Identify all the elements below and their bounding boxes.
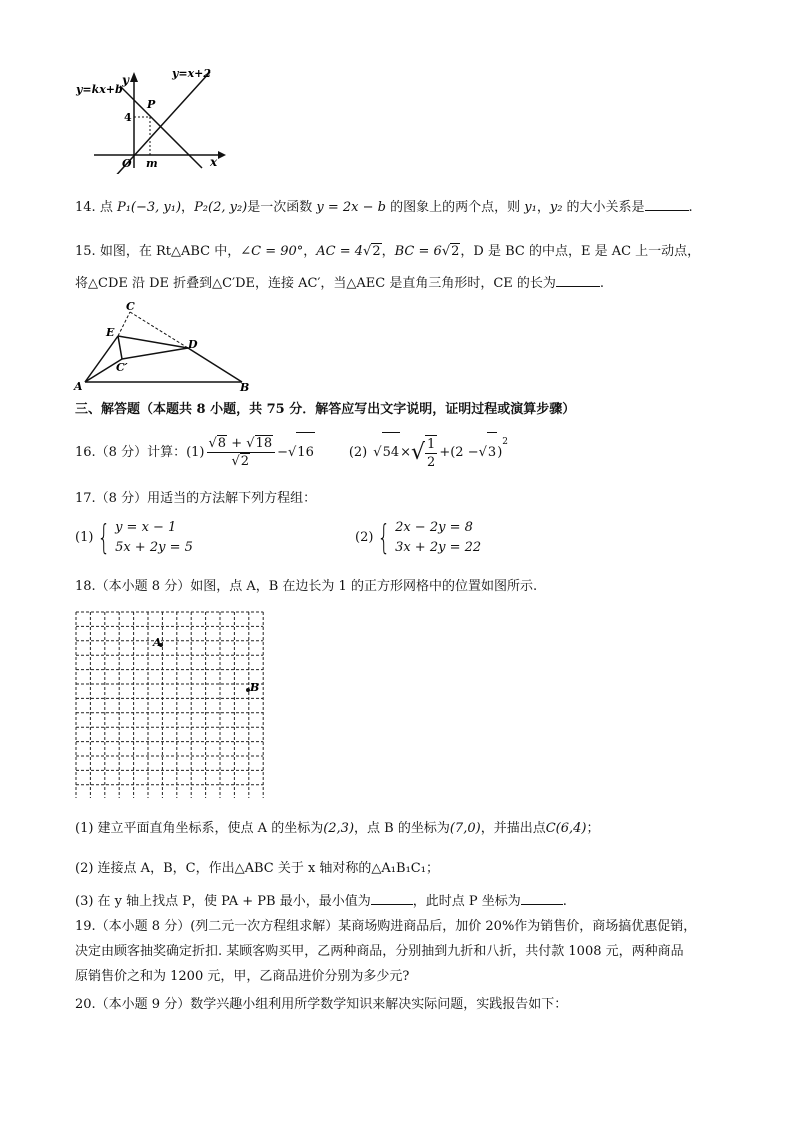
label-c-prime: C′ <box>116 361 128 374</box>
label-grid-b: B <box>250 681 260 694</box>
y-axis-arrow <box>130 72 138 82</box>
question-18-title: 18.（本小题 8 分）如图，点 A，B 在边长为 1 的正方形网格中的位置如图所示. <box>75 579 538 594</box>
label-o: O <box>122 157 132 170</box>
label-c: C <box>126 300 135 313</box>
side-ae <box>85 336 118 382</box>
label-d: D <box>188 338 198 351</box>
question-14: 14. 点 P₁(−3, y₁)，P₂(2, y₂)是一次函数 y = 2x − b 的图象上的两个点，则 y₁，y₂ 的大小关系是 . <box>75 200 693 215</box>
question-18-part2: (2) 连接点 A，B，C，作出△ABC 关于 x 轴对称的△A₁B₁C₁； <box>75 861 439 876</box>
section-3-heading: 三、解答题（本题共 8 小题，共 75 分．解答应写出文字说明，证明过程或演算步骤） <box>75 402 576 417</box>
grid-lines <box>76 612 263 798</box>
answer-blank[interactable] <box>371 892 413 905</box>
label-line-kx-b: y=kx+b <box>76 83 123 96</box>
answer-blank[interactable] <box>645 198 689 211</box>
label-b: B <box>240 381 250 394</box>
dashed-ec <box>118 312 130 336</box>
label-m: m <box>146 157 158 170</box>
question-15-line-2: 将△CDE 沿 DE 折叠到△C′DE，连接 AC′，当△AEC 是直角三角形时，CE 的长为 . <box>75 276 605 291</box>
square-grid <box>74 610 294 798</box>
label-e: E <box>106 326 115 339</box>
label-y: y <box>122 73 129 87</box>
question-19-line-2: 决定由顾客抽奖确定折扣. 某顾客购买甲，乙两种商品，分别抽到九折和八折，共付款 1008 元，两种商品 <box>75 944 684 959</box>
label-x: x <box>210 155 218 169</box>
segment-ec-prime <box>118 336 122 359</box>
question-18-part1: (1) 建立平面直角坐标系，使点 A 的坐标为(2,3)，点 B 的坐标为(7,0)，并描出点C(6,4)； <box>75 821 600 836</box>
fraction-part1: $\frac{√8 + √18}{√2}$ <box>207 435 276 470</box>
figure-q13-graph <box>72 64 232 174</box>
question-15-line-1: 15. 如图，在 Rt△ABC 中，∠C = 90°，AC = 4√2，BC = 6√2，D 是 BC 的中点，E 是 AC 上一动点， <box>75 244 701 259</box>
answer-blank[interactable] <box>556 274 600 287</box>
segment-c-prime-d <box>122 348 188 359</box>
question-17-part2: (2) { 2x − 2y = 8 3x + 2y = 22 <box>355 518 482 558</box>
question-18-part3: (3) 在 y 轴上找点 P，使 PA + PB 最小，最小值为 ，此时点 P 坐标为 . <box>75 894 567 909</box>
answer-blank[interactable] <box>521 892 563 905</box>
label-a: A <box>74 380 83 393</box>
x-axis-arrow <box>218 151 226 159</box>
question-16: 16.（8 分）计算：(1) $\frac{√8 + √18}{√2}$ − √ 16 (2) √ 54 × √ $\frac{1}{2}$ + (2 − √ 3 ) $^2$ <box>75 432 508 473</box>
label-4: 4 <box>124 111 132 124</box>
side-db <box>188 348 242 382</box>
question-19-line-1: 19.（本小题 8 分）(列二元一次方程组求解）某商场购进商品后，加价 20%作为销售价，商场搞优惠促销， <box>75 919 697 934</box>
label-p: P <box>147 98 156 111</box>
figure-q15-triangle <box>70 298 260 394</box>
label-grid-a: A <box>153 636 162 649</box>
question-17-part1: (1) { y = x − 1 5x + 2y = 5 <box>75 518 193 558</box>
question-20-line-1: 20.（本小题 9 分）数学兴趣小组利用所学数学知识来解决实际问题，实践报告如下： <box>75 997 568 1012</box>
fraction-sqrt: $\frac{1}{2}$ <box>427 436 436 470</box>
label-line-x-2: y=x+2 <box>172 67 212 80</box>
question-19-line-3: 原销售价之和为 1200 元，甲，乙商品进价分别为多少元? <box>75 969 410 984</box>
question-17-title: 17.（8 分）用适当的方法解下列方程组： <box>75 491 317 506</box>
